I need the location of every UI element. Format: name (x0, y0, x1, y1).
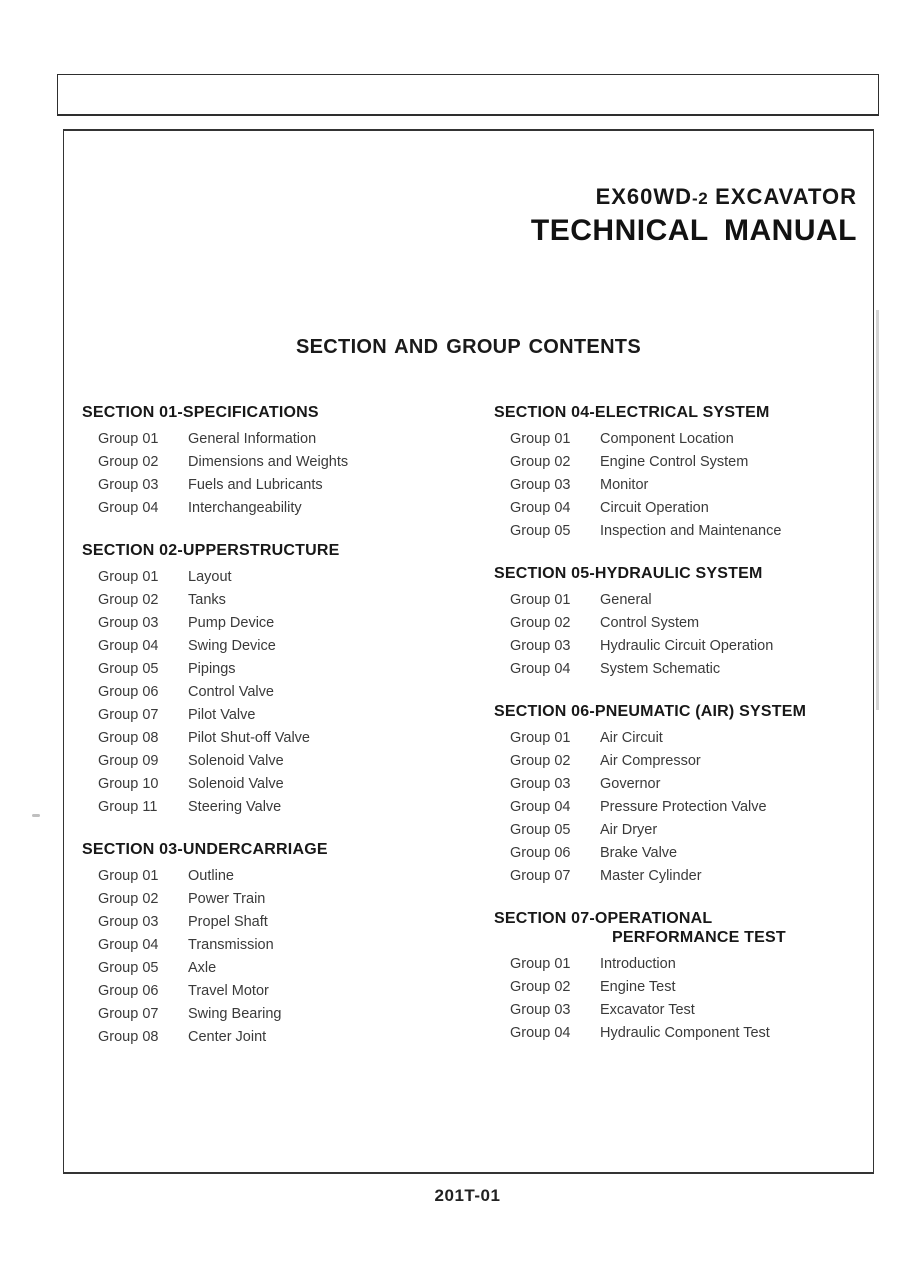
group-title: Excavator Test (600, 1002, 695, 1018)
toc-column-right (494, 403, 871, 1066)
group-number: Group 07 (98, 1006, 159, 1022)
section-block (494, 909, 871, 1045)
group-title: Monitor (600, 477, 649, 493)
section-heading: SECTION 07-OPERATIONAL (494, 910, 713, 927)
group-row (82, 957, 494, 980)
group-number: Group 02 (510, 979, 571, 995)
group-row (82, 612, 494, 635)
group-title: Interchangeability (188, 500, 302, 516)
section-heading: SECTION 06-PNEUMATIC (AIR) SYSTEM (494, 703, 807, 720)
group-title: Control System (600, 615, 700, 631)
group-row (82, 934, 494, 957)
group-row (82, 428, 494, 451)
group-number: Group 06 (98, 983, 159, 999)
group-number: Group 03 (98, 615, 159, 631)
section-heading: SECTION 02-UPPERSTRUCTURE (82, 542, 340, 559)
title-block (531, 184, 857, 248)
group-title: Introduction (600, 956, 676, 972)
group-title: Power Train (188, 891, 266, 907)
group-title: Layout (188, 569, 232, 585)
group-row (82, 474, 494, 497)
group-number: Group 06 (98, 684, 159, 700)
group-title: Pump Device (188, 615, 275, 631)
group-title: Air Dryer (600, 822, 658, 838)
group-title: Swing Device (188, 638, 276, 654)
group-title: Control Valve (188, 684, 274, 700)
group-row (82, 681, 494, 704)
section-heading: SECTION 01-SPECIFICATIONS (82, 404, 319, 421)
group-row (82, 566, 494, 589)
group-number: Group 01 (98, 569, 159, 585)
group-number: Group 03 (510, 1002, 571, 1018)
group-number: Group 04 (510, 1025, 571, 1041)
group-row (494, 635, 871, 658)
group-row (494, 474, 871, 497)
group-number: Group 04 (98, 937, 159, 953)
group-number: Group 02 (98, 592, 159, 608)
group-number: Group 02 (510, 615, 571, 631)
group-row (82, 727, 494, 750)
group-number: Group 01 (510, 730, 571, 746)
group-row (82, 750, 494, 773)
manual-title: TECHNICAL MANUAL (530, 214, 857, 247)
group-row (494, 451, 871, 474)
group-row (82, 704, 494, 727)
group-row (82, 1026, 494, 1049)
group-row (82, 497, 494, 520)
group-number: Group 06 (510, 845, 571, 861)
group-row (494, 842, 871, 865)
toc-column-left (82, 403, 494, 1070)
group-title: Engine Control System (600, 454, 749, 470)
section-block (82, 541, 494, 819)
group-number: Group 04 (510, 661, 571, 677)
group-number: Group 07 (510, 868, 571, 884)
group-row (494, 953, 871, 976)
model-type: EXCAVATOR (715, 184, 857, 209)
group-number: Group 02 (510, 753, 571, 769)
group-title: Pilot Shut-off Valve (188, 730, 310, 746)
group-title: Swing Bearing (188, 1006, 282, 1022)
group-title: System Schematic (600, 661, 721, 677)
group-row (82, 451, 494, 474)
group-title: Pipings (188, 661, 236, 677)
group-row (82, 1003, 494, 1026)
group-title: General (600, 592, 652, 608)
top-border-box (57, 74, 879, 116)
group-number: Group 03 (98, 914, 159, 930)
group-title: Component Location (600, 431, 734, 447)
group-row (494, 658, 871, 681)
group-number: Group 01 (98, 868, 159, 884)
group-title: Hydraulic Circuit Operation (600, 638, 774, 654)
group-title: Brake Valve (600, 845, 678, 861)
group-row (82, 658, 494, 681)
group-title: Dimensions and Weights (188, 454, 349, 470)
group-title: Circuit Operation (600, 500, 709, 516)
group-row (82, 865, 494, 888)
section-block (82, 403, 494, 520)
group-row (494, 819, 871, 842)
group-title: Master Cylinder (600, 868, 702, 884)
group-title: Solenoid Valve (188, 753, 284, 769)
group-number: Group 01 (510, 592, 571, 608)
group-row (82, 773, 494, 796)
group-title: Tanks (188, 592, 226, 608)
group-title: Propel Shaft (188, 914, 268, 930)
group-title: General Information (188, 431, 317, 447)
group-number: Group 09 (98, 753, 159, 769)
group-title: Fuels and Lubricants (188, 477, 323, 493)
group-title: Hydraulic Component Test (600, 1025, 770, 1041)
group-row (494, 428, 871, 451)
section-block (82, 840, 494, 1049)
group-title: Engine Test (600, 979, 676, 995)
group-number: Group 03 (510, 638, 571, 654)
group-row (82, 635, 494, 658)
group-number: Group 07 (98, 707, 159, 723)
group-number: Group 05 (510, 523, 571, 539)
group-row (494, 999, 871, 1022)
group-row (494, 520, 871, 543)
group-number: Group 04 (510, 500, 571, 516)
group-row (494, 1022, 871, 1045)
section-block (494, 403, 871, 543)
group-number: Group 05 (510, 822, 571, 838)
group-title: Air Compressor (600, 753, 701, 769)
group-number: Group 01 (510, 956, 571, 972)
group-row (82, 911, 494, 934)
group-row (494, 727, 871, 750)
group-row (82, 589, 494, 612)
section-heading: SECTION 05-HYDRAULIC SYSTEM (494, 565, 763, 582)
scan-shadow-line (876, 310, 879, 710)
page-number: 201T-01 (434, 1186, 501, 1205)
group-row (82, 980, 494, 1003)
group-title: Steering Valve (188, 799, 282, 815)
group-title: Outline (188, 868, 234, 884)
group-row (494, 612, 871, 635)
group-number: Group 04 (98, 638, 159, 654)
model-variant: -2 (692, 189, 709, 208)
group-number: Group 08 (98, 1029, 159, 1045)
group-row (82, 796, 494, 819)
group-number: Group 04 (510, 799, 571, 815)
group-row (494, 750, 871, 773)
group-number: Group 04 (98, 500, 159, 516)
group-number: Group 05 (98, 661, 159, 677)
group-row (494, 976, 871, 999)
group-title: Pilot Valve (188, 707, 256, 723)
group-row (494, 497, 871, 520)
group-number: Group 03 (98, 477, 159, 493)
group-title: Pressure Protection Valve (600, 799, 767, 815)
group-number: Group 02 (510, 454, 571, 470)
contents-heading: SECTION AND GROUP CONTENTS (296, 336, 641, 358)
section-heading-line2: PERFORMANCE TEST (612, 929, 786, 946)
group-row (494, 773, 871, 796)
group-title: Axle (188, 960, 217, 976)
group-number: Group 05 (98, 960, 159, 976)
section-block (494, 702, 871, 888)
group-title: Inspection and Maintenance (600, 523, 782, 539)
group-number: Group 01 (98, 431, 159, 447)
section-heading: SECTION 04-ELECTRICAL SYSTEM (494, 404, 770, 421)
group-title: Transmission (188, 937, 274, 953)
group-title: Solenoid Valve (188, 776, 284, 792)
group-row (494, 589, 871, 612)
group-row (494, 865, 871, 888)
model-title (531, 184, 857, 212)
group-number: Group 01 (510, 431, 571, 447)
group-title: Governor (600, 776, 661, 792)
group-number: Group 03 (510, 776, 571, 792)
group-title: Air Circuit (600, 730, 663, 746)
group-title: Travel Motor (188, 983, 269, 999)
group-row (494, 796, 871, 819)
content-box (63, 129, 874, 1174)
group-number: Group 03 (510, 477, 571, 493)
scan-artifact-dot (32, 814, 40, 817)
section-block (494, 564, 871, 681)
group-row (82, 888, 494, 911)
group-number: Group 10 (98, 776, 159, 792)
toc-columns (82, 403, 871, 1070)
group-title: Center Joint (188, 1029, 267, 1045)
group-number: Group 02 (98, 454, 159, 470)
section-heading: SECTION 03-UNDERCARRIAGE (82, 841, 328, 858)
group-number: Group 02 (98, 891, 159, 907)
group-number: Group 08 (98, 730, 159, 746)
group-number: Group 11 (98, 799, 158, 815)
model-name: EX60WD (595, 184, 693, 209)
